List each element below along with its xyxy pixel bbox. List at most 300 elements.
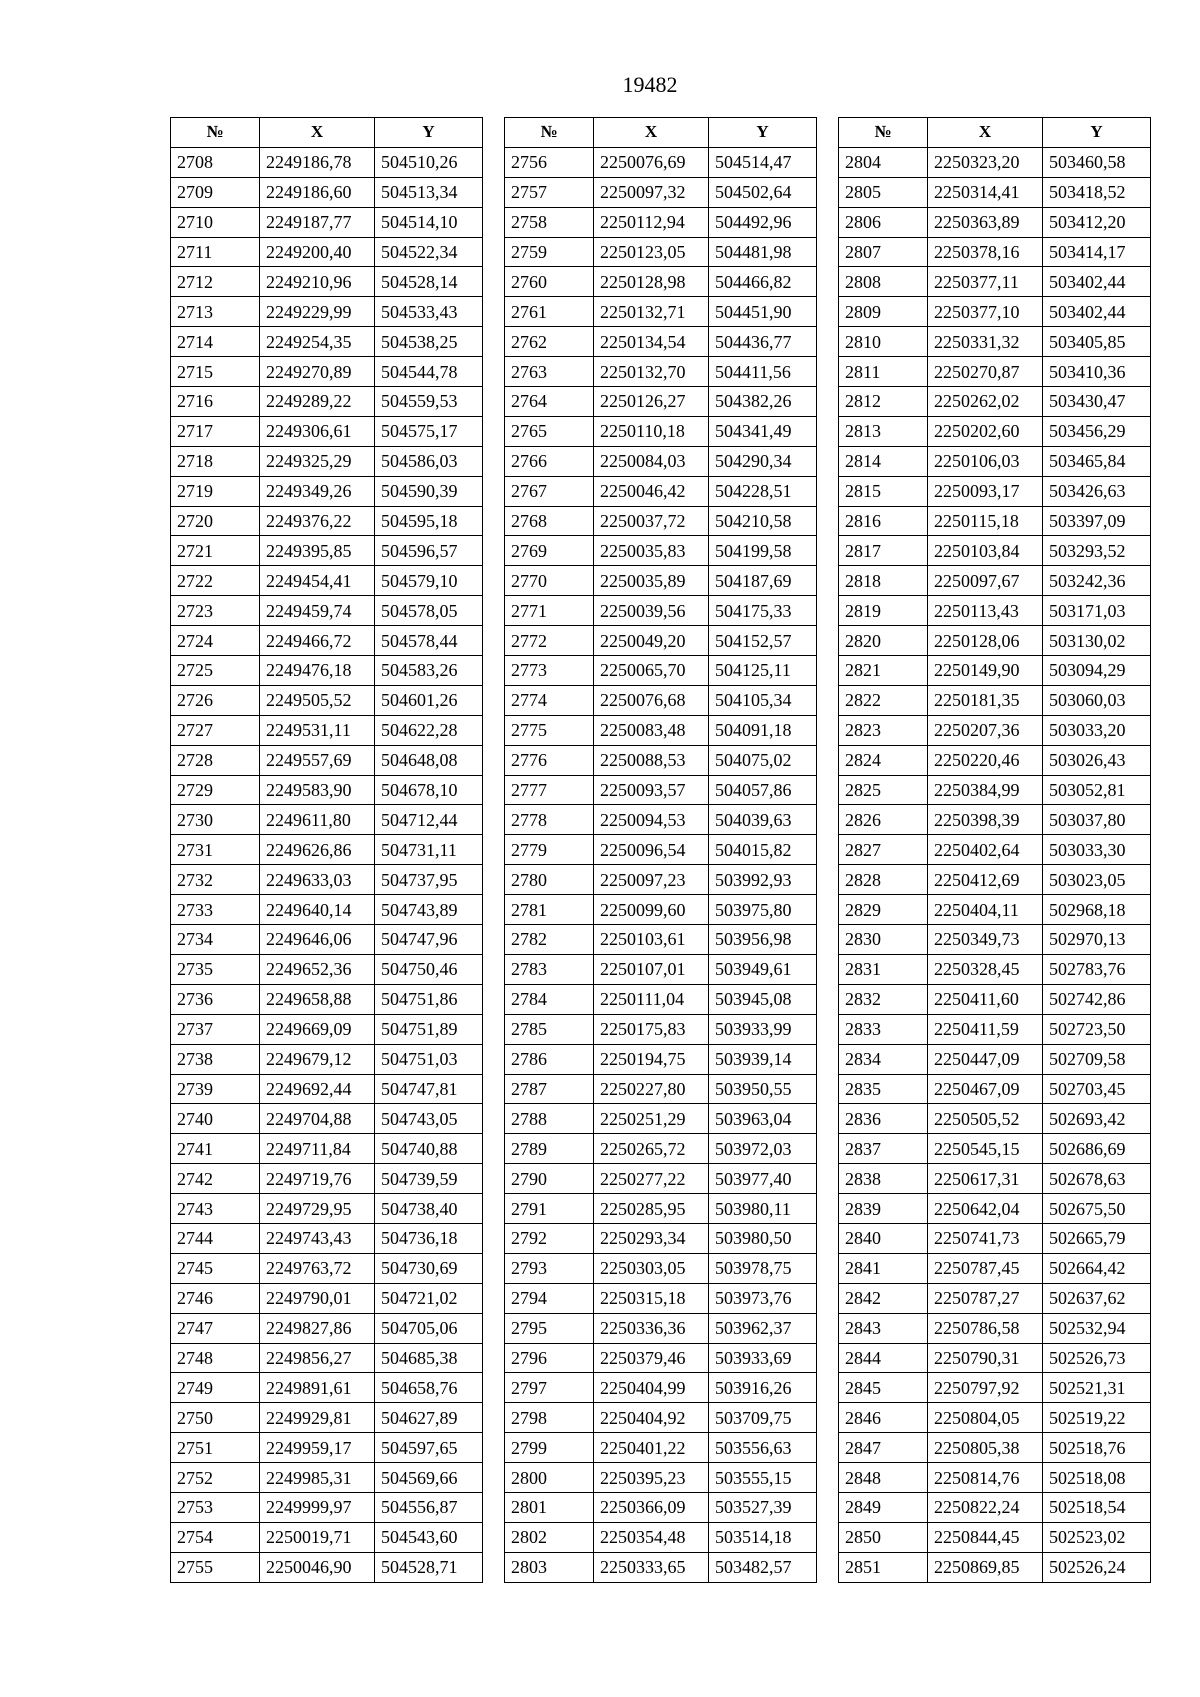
table-row [171,1373,483,1403]
point-number-cell: 2769 [505,536,594,566]
x-coordinate-cell: 2249959,17 [260,1433,375,1463]
point-number-cell: 2804 [839,147,928,177]
y-coordinate-cell: 504543,60 [375,1522,483,1552]
x-coordinate-cell: 2250354,48 [594,1522,709,1552]
point-number-cell: 2777 [505,775,594,805]
y-coordinate-cell: 504039,63 [709,805,817,835]
table-row [171,416,483,446]
table-row [505,1433,817,1463]
y-coordinate-cell: 503972,03 [709,1134,817,1164]
point-number-cell: 2789 [505,1134,594,1164]
table-row [505,1253,817,1283]
y-coordinate-cell: 503949,61 [709,954,817,984]
point-number-cell: 2809 [839,297,928,327]
y-coordinate-cell: 503033,20 [1043,715,1151,745]
y-coordinate-cell: 503980,11 [709,1194,817,1224]
coordinates-table-3 [838,117,1151,1583]
x-coordinate-cell: 2250207,36 [928,715,1043,745]
x-coordinate-cell: 2250333,65 [594,1552,709,1582]
table-row [839,1552,1151,1582]
point-number-cell: 2842 [839,1283,928,1313]
table-row [171,954,483,984]
y-coordinate-cell: 503956,98 [709,925,817,955]
x-coordinate-cell: 2249743,43 [260,1223,375,1253]
x-coordinate-cell: 2250111,04 [594,984,709,1014]
x-coordinate-cell: 2249827,86 [260,1313,375,1343]
y-coordinate-cell: 503412,20 [1043,207,1151,237]
x-coordinate-cell: 2250088,53 [594,745,709,775]
y-coordinate-cell: 504528,71 [375,1552,483,1582]
y-coordinate-cell: 504712,44 [375,805,483,835]
y-coordinate-cell: 504175,33 [709,596,817,626]
point-number-cell: 2725 [171,656,260,686]
table-row [839,1313,1151,1343]
x-coordinate-cell: 2249611,80 [260,805,375,835]
y-coordinate-cell: 504522,34 [375,237,483,267]
y-coordinate-cell: 503397,09 [1043,506,1151,536]
x-coordinate-cell: 2249289,22 [260,387,375,417]
y-coordinate-cell: 504451,90 [709,297,817,327]
y-coordinate-cell: 504152,57 [709,626,817,656]
point-number-cell: 2795 [505,1313,594,1343]
x-coordinate-cell: 2249929,81 [260,1403,375,1433]
table-row [171,207,483,237]
x-coordinate-cell: 2249856,27 [260,1343,375,1373]
table-row [171,1014,483,1044]
x-coordinate-cell: 2250805,38 [928,1433,1043,1463]
x-coordinate-cell: 2250132,70 [594,357,709,387]
table-row [171,177,483,207]
x-coordinate-cell: 2250270,87 [928,357,1043,387]
point-number-cell: 2759 [505,237,594,267]
point-number-cell: 2766 [505,446,594,476]
table-row [171,1552,483,1582]
point-number-cell: 2754 [171,1522,260,1552]
y-coordinate-cell: 503514,18 [709,1522,817,1552]
table-row [839,715,1151,745]
point-number-cell: 2742 [171,1164,260,1194]
y-coordinate-cell: 504596,57 [375,536,483,566]
point-number-cell: 2792 [505,1223,594,1253]
table-row [839,387,1151,417]
point-number-cell: 2790 [505,1164,594,1194]
y-coordinate-cell: 503460,58 [1043,147,1151,177]
y-coordinate-cell: 504736,18 [375,1223,483,1253]
y-coordinate-cell: 502709,58 [1043,1044,1151,1074]
x-coordinate-cell: 2250134,54 [594,327,709,357]
x-coordinate-cell: 2250377,10 [928,297,1043,327]
table-row [171,596,483,626]
x-coordinate-cell: 2250113,43 [928,596,1043,626]
y-coordinate-cell: 503527,39 [709,1492,817,1522]
x-coordinate-cell: 2250123,05 [594,237,709,267]
point-number-cell: 2814 [839,446,928,476]
table-row [839,1403,1151,1433]
x-coordinate-cell: 2250804,05 [928,1403,1043,1433]
x-coordinate-cell: 2250093,57 [594,775,709,805]
x-coordinate-cell: 2250132,71 [594,297,709,327]
y-coordinate-cell: 504575,17 [375,416,483,446]
x-coordinate-cell: 2250741,73 [928,1223,1043,1253]
y-coordinate-cell: 504601,26 [375,685,483,715]
point-number-cell: 2737 [171,1014,260,1044]
table-row [839,1522,1151,1552]
table-row [171,267,483,297]
table-row [839,536,1151,566]
x-coordinate-cell: 2250128,98 [594,267,709,297]
y-coordinate-cell: 502783,76 [1043,954,1151,984]
point-number-cell: 2738 [171,1044,260,1074]
x-coordinate-cell: 2250293,34 [594,1223,709,1253]
x-coordinate-cell: 2250363,89 [928,207,1043,237]
y-coordinate-cell: 504586,03 [375,446,483,476]
x-coordinate-cell: 2250787,45 [928,1253,1043,1283]
point-number-cell: 2840 [839,1223,928,1253]
point-number-cell: 2711 [171,237,260,267]
point-number-cell: 2813 [839,416,928,446]
y-coordinate-cell: 503033,30 [1043,835,1151,865]
y-coordinate-cell: 503950,55 [709,1074,817,1104]
point-number-cell: 2723 [171,596,260,626]
y-coordinate-cell: 503402,44 [1043,267,1151,297]
y-coordinate-cell: 504210,58 [709,506,817,536]
y-coordinate-cell: 503410,36 [1043,357,1151,387]
x-coordinate-cell: 2250076,69 [594,147,709,177]
y-coordinate-cell: 503556,63 [709,1433,817,1463]
point-number-cell: 2775 [505,715,594,745]
table-row [839,1223,1151,1253]
y-coordinate-cell: 502521,31 [1043,1373,1151,1403]
table-row [839,446,1151,476]
y-coordinate-cell: 504556,87 [375,1492,483,1522]
y-coordinate-cell: 502523,02 [1043,1522,1151,1552]
x-coordinate-cell: 2250787,27 [928,1283,1043,1313]
y-coordinate-cell: 504578,44 [375,626,483,656]
x-coordinate-cell: 2249669,09 [260,1014,375,1044]
table-row [171,476,483,506]
x-coordinate-cell: 2250103,61 [594,925,709,955]
x-coordinate-cell: 2250384,99 [928,775,1043,805]
column-header-number: № [839,118,928,148]
x-coordinate-cell: 2249325,29 [260,446,375,476]
y-coordinate-cell: 503094,29 [1043,656,1151,686]
x-coordinate-cell: 2250049,20 [594,626,709,656]
table-row [505,1194,817,1224]
table-row [839,1164,1151,1194]
table-row [505,1313,817,1343]
table-row [839,207,1151,237]
y-coordinate-cell: 504731,11 [375,835,483,865]
x-coordinate-cell: 2250202,60 [928,416,1043,446]
point-number-cell: 2724 [171,626,260,656]
y-coordinate-cell: 504436,77 [709,327,817,357]
x-coordinate-cell: 2250099,60 [594,895,709,925]
x-coordinate-cell: 2249557,69 [260,745,375,775]
column-header-x: X [594,118,709,148]
x-coordinate-cell: 2250303,05 [594,1253,709,1283]
coordinates-table-1 [170,117,483,1583]
table-row [505,1223,817,1253]
table-row [839,327,1151,357]
table-row [839,1194,1151,1224]
table-row [505,745,817,775]
point-number-cell: 2835 [839,1074,928,1104]
table-row [839,416,1151,446]
point-number-cell: 2767 [505,476,594,506]
point-number-cell: 2843 [839,1313,928,1343]
y-coordinate-cell: 503171,03 [1043,596,1151,626]
point-number-cell: 2734 [171,925,260,955]
table-row [505,177,817,207]
point-number-cell: 2715 [171,357,260,387]
point-number-cell: 2778 [505,805,594,835]
table-header-row [505,118,817,148]
table-row [171,297,483,327]
table-row [505,1373,817,1403]
x-coordinate-cell: 2250265,72 [594,1134,709,1164]
x-coordinate-cell: 2250790,31 [928,1343,1043,1373]
point-number-cell: 2757 [505,177,594,207]
table-row [839,1373,1151,1403]
point-number-cell: 2786 [505,1044,594,1074]
table-row [505,446,817,476]
point-number-cell: 2802 [505,1522,594,1552]
point-number-cell: 2717 [171,416,260,446]
point-number-cell: 2829 [839,895,928,925]
x-coordinate-cell: 2250097,23 [594,865,709,895]
table-row [505,1552,817,1582]
table-row [505,327,817,357]
table-row [505,1283,817,1313]
x-coordinate-cell: 2250115,18 [928,506,1043,536]
y-coordinate-cell: 504743,89 [375,895,483,925]
point-number-cell: 2803 [505,1552,594,1582]
y-coordinate-cell: 503975,80 [709,895,817,925]
x-coordinate-cell: 2250545,15 [928,1134,1043,1164]
y-coordinate-cell: 504627,89 [375,1403,483,1433]
y-coordinate-cell: 504533,43 [375,297,483,327]
table-row [171,387,483,417]
point-number-cell: 2800 [505,1463,594,1493]
table-row [505,1104,817,1134]
column-header-x: X [928,118,1043,148]
y-coordinate-cell: 503402,44 [1043,297,1151,327]
point-number-cell: 2819 [839,596,928,626]
y-coordinate-cell: 504705,06 [375,1313,483,1343]
x-coordinate-cell: 2249646,06 [260,925,375,955]
point-number-cell: 2808 [839,267,928,297]
point-number-cell: 2760 [505,267,594,297]
y-coordinate-cell: 504579,10 [375,566,483,596]
point-number-cell: 2780 [505,865,594,895]
point-number-cell: 2712 [171,267,260,297]
x-coordinate-cell: 2250349,73 [928,925,1043,955]
x-coordinate-cell: 2250112,94 [594,207,709,237]
table-row [839,925,1151,955]
y-coordinate-cell: 502665,79 [1043,1223,1151,1253]
point-number-cell: 2774 [505,685,594,715]
point-number-cell: 2736 [171,984,260,1014]
point-number-cell: 2776 [505,745,594,775]
x-coordinate-cell: 2250412,69 [928,865,1043,895]
x-coordinate-cell: 2250093,17 [928,476,1043,506]
column-header-y: Y [709,118,817,148]
x-coordinate-cell: 2249999,97 [260,1492,375,1522]
x-coordinate-cell: 2250402,64 [928,835,1043,865]
table-row [839,237,1151,267]
y-coordinate-cell: 504590,39 [375,476,483,506]
point-number-cell: 2838 [839,1164,928,1194]
y-coordinate-cell: 504187,69 [709,566,817,596]
table-row [505,267,817,297]
point-number-cell: 2818 [839,566,928,596]
y-coordinate-cell: 504739,59 [375,1164,483,1194]
y-coordinate-cell: 503130,02 [1043,626,1151,656]
table-row [505,1014,817,1044]
x-coordinate-cell: 2250398,39 [928,805,1043,835]
y-coordinate-cell: 504740,88 [375,1134,483,1164]
point-number-cell: 2730 [171,805,260,835]
x-coordinate-cell: 2250814,76 [928,1463,1043,1493]
point-number-cell: 2753 [171,1492,260,1522]
y-coordinate-cell: 502526,73 [1043,1343,1151,1373]
point-number-cell: 2849 [839,1492,928,1522]
y-coordinate-cell: 504622,28 [375,715,483,745]
point-number-cell: 2714 [171,327,260,357]
x-coordinate-cell: 2250285,95 [594,1194,709,1224]
y-coordinate-cell: 503980,50 [709,1223,817,1253]
table-row [171,446,483,476]
y-coordinate-cell: 503430,47 [1043,387,1151,417]
y-coordinate-cell: 503242,36 [1043,566,1151,596]
x-coordinate-cell: 2249306,61 [260,416,375,446]
y-coordinate-cell: 504743,05 [375,1104,483,1134]
point-number-cell: 2850 [839,1522,928,1552]
point-number-cell: 2735 [171,954,260,984]
point-number-cell: 2851 [839,1552,928,1582]
x-coordinate-cell: 2250035,89 [594,566,709,596]
table-row [839,1343,1151,1373]
y-coordinate-cell: 504738,40 [375,1194,483,1224]
point-number-cell: 2710 [171,207,260,237]
y-coordinate-cell: 504583,26 [375,656,483,686]
point-number-cell: 2773 [505,656,594,686]
y-coordinate-cell: 503945,08 [709,984,817,1014]
y-coordinate-cell: 504544,78 [375,357,483,387]
table-row [171,1463,483,1493]
point-number-cell: 2798 [505,1403,594,1433]
y-coordinate-cell: 502723,50 [1043,1014,1151,1044]
point-number-cell: 2746 [171,1283,260,1313]
table-row [171,1253,483,1283]
page-number: 19482 [622,72,678,97]
point-number-cell: 2739 [171,1074,260,1104]
point-number-cell: 2796 [505,1343,594,1373]
y-coordinate-cell: 503973,76 [709,1283,817,1313]
point-number-cell: 2763 [505,357,594,387]
y-coordinate-cell: 503414,17 [1043,237,1151,267]
table-row [505,984,817,1014]
y-coordinate-cell: 503555,15 [709,1463,817,1493]
table-row [505,506,817,536]
point-number-cell: 2772 [505,626,594,656]
point-number-cell: 2719 [171,476,260,506]
point-number-cell: 2749 [171,1373,260,1403]
y-coordinate-cell: 502686,69 [1043,1134,1151,1164]
point-number-cell: 2811 [839,357,928,387]
table-row [839,984,1151,1014]
x-coordinate-cell: 2250401,22 [594,1433,709,1463]
x-coordinate-cell: 2249679,12 [260,1044,375,1074]
point-number-cell: 2720 [171,506,260,536]
table-row [171,1403,483,1433]
x-coordinate-cell: 2249583,90 [260,775,375,805]
point-number-cell: 2837 [839,1134,928,1164]
x-coordinate-cell: 2250328,45 [928,954,1043,984]
point-number-cell: 2785 [505,1014,594,1044]
table-row [839,1283,1151,1313]
table-row [171,1522,483,1552]
table-row [505,775,817,805]
table-row [171,745,483,775]
table-row [171,1074,483,1104]
table-row [505,1134,817,1164]
table-row [171,536,483,566]
y-coordinate-cell: 502693,42 [1043,1104,1151,1134]
table-row [839,1134,1151,1164]
y-coordinate-cell: 504678,10 [375,775,483,805]
y-coordinate-cell: 502518,76 [1043,1433,1151,1463]
point-number-cell: 2807 [839,237,928,267]
x-coordinate-cell: 2249186,60 [260,177,375,207]
x-coordinate-cell: 2250128,06 [928,626,1043,656]
y-coordinate-cell: 504747,96 [375,925,483,955]
y-coordinate-cell: 504105,34 [709,685,817,715]
table-row [505,685,817,715]
point-number-cell: 2744 [171,1223,260,1253]
x-coordinate-cell: 2250277,22 [594,1164,709,1194]
y-coordinate-cell: 504290,34 [709,446,817,476]
point-number-cell: 2805 [839,177,928,207]
y-coordinate-cell: 502518,08 [1043,1463,1151,1493]
table-row [505,895,817,925]
table-row [839,865,1151,895]
table-row [505,865,817,895]
point-number-cell: 2836 [839,1104,928,1134]
point-number-cell: 2741 [171,1134,260,1164]
x-coordinate-cell: 2250181,35 [928,685,1043,715]
point-number-cell: 2810 [839,327,928,357]
point-number-cell: 2750 [171,1403,260,1433]
x-coordinate-cell: 2249626,86 [260,835,375,865]
table-row [505,1164,817,1194]
y-coordinate-cell: 504751,89 [375,1014,483,1044]
table-row [505,416,817,446]
table-row [505,656,817,686]
point-number-cell: 2783 [505,954,594,984]
y-coordinate-cell: 504125,11 [709,656,817,686]
table-row [505,357,817,387]
table-row [505,147,817,177]
table-row [839,835,1151,865]
x-coordinate-cell: 2249505,52 [260,685,375,715]
x-coordinate-cell: 2250076,68 [594,685,709,715]
x-coordinate-cell: 2250065,70 [594,656,709,686]
y-coordinate-cell: 504492,96 [709,207,817,237]
table-row [171,1433,483,1463]
x-coordinate-cell: 2249270,89 [260,357,375,387]
table-row [171,656,483,686]
